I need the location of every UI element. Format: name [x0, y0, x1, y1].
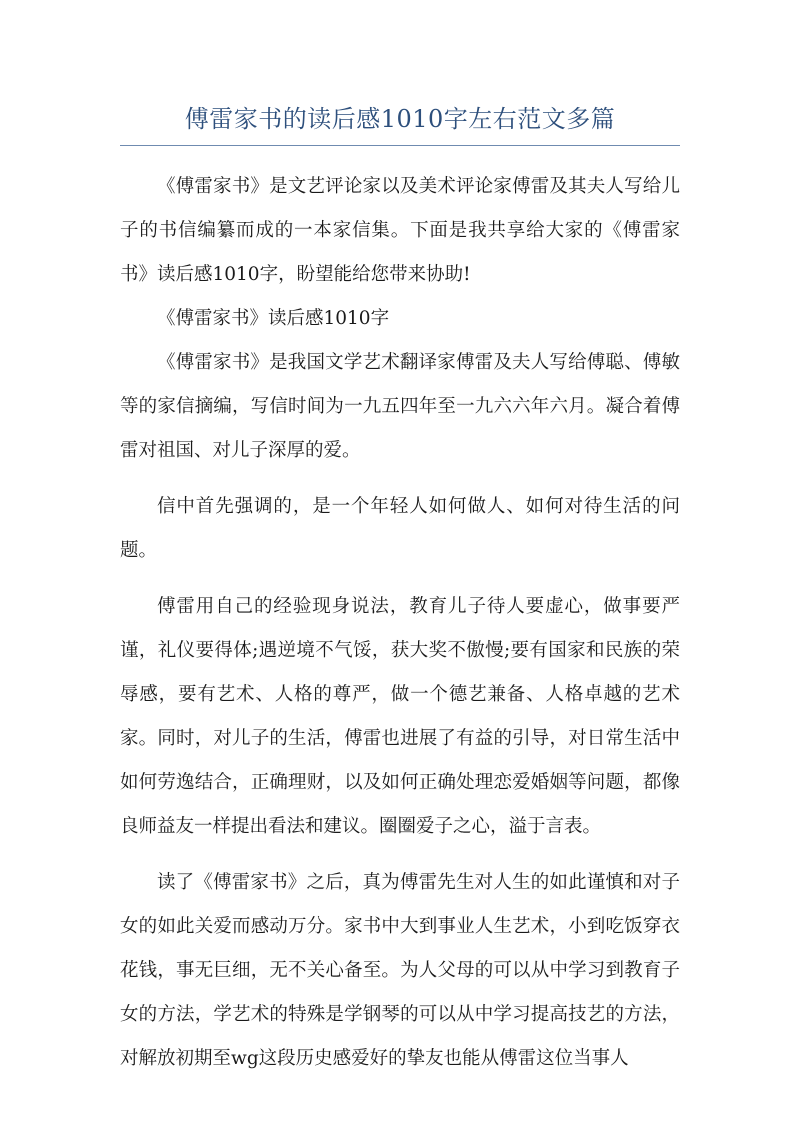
paragraph-4: 读了《傅雷家书》之后，真为傅雷先生对人生的如此谨慎和对子女的如此关爱而感动万分。家书中大到事业人生艺术，小到吃饭穿衣花钱，事无巨细，无不关心备至。为人父母的可以从中学习到教育子女的方法，学艺术的特殊是学钢琴的可以从中学习提高技艺的方法，对解放初期至wg这段历史感爱好的挚友也能从傅雷这位当事人	[120, 872, 680, 1069]
paragraph-intro: 《傅雷家书》是文艺评论家以及美术评论家傅雷及其夫人写给儿子的书信编纂而成的一本家信集。下面是我共享给大家的《傅雷家书》读后感1010字，盼望能给您带来协助!	[120, 176, 680, 285]
title-underline	[120, 145, 680, 146]
paragraph-3: 傅雷用自己的经验现身说法，教育儿子待人要虚心，做事要严谨，礼仪要得体;遇逆境不气馁，获大奖不傲慢;要有国家和民族的荣辱感，要有艺术、人格的尊严，做一个德艺兼备、人格卓越的艺术家。同时，对儿子的生活，傅雷也进展了有益的引导，对日常生活中如何劳逸结合，正确理财，以及如何正确处理恋爱婚姻等问题，都像良师益友一样提出看法和建议。圈圈爱子之心，溢于言表。	[120, 596, 680, 837]
document-body	[120, 165, 680, 1081]
paragraph-1: 《傅雷家书》是我国文学艺术翻译家傅雷及夫人写给傅聪、傅敏等的家信摘编，写信时间为一九五四年至一九六六年六月。凝合着傅雷对祖国、对儿子深厚的爱。	[120, 352, 680, 461]
document-title: 傅雷家书的读后感1010字左右范文多篇	[184, 105, 616, 133]
paragraph-subheading: 《傅雷家书》读后感1010字	[157, 308, 390, 329]
paragraph-2: 信中首先强调的，是一个年轻人如何做人、如何对待生活的问题。	[120, 496, 680, 561]
